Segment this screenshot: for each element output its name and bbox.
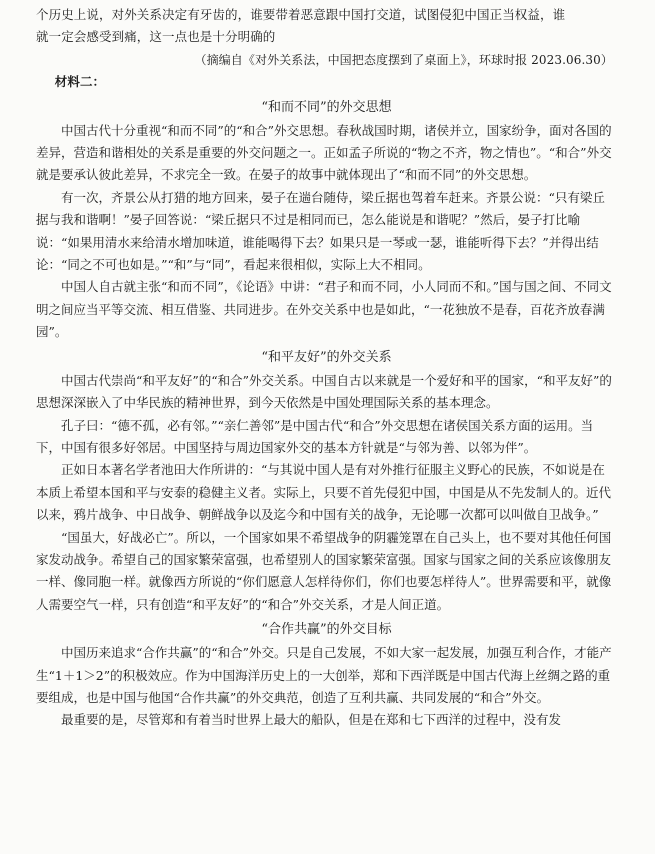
paragraph: 中国人自古就主张“和而不同”，《论语》中讲：“君子和而不同，小人同而不和。”国与国之间、不同文明之间应当平等交流、相互借鉴、共同进步。在外交关系中也是如此，“一花独放不是春，百花齐放春满园”。 (36, 279, 612, 340)
paragraph: 中国古代十分重视“和而不同”的“和合”外交思想。春秋战国时期，诸侯并立，国家纷争，面对各国的差异，营造和谐相处的关系是重要的外交问题之一。正如孟子所说的“物之不齐，物之情也”。“和合”外交就是要承认彼此差异，不求完全一致。在晏子的故事中就体现出了“和而不同”的外交思想。 (36, 122, 612, 183)
paragraph: 中国历来追求“合作共赢”的“和合”外交。只是自己发展，不如大家一起发展，加强互利合作，才能产生“1＋1＞2”的积极效应。作为中国海洋历史上的一大创举，郑和下西洋既是中国古代海上丝绸之路的重要组成，也是中国与他国“合作共赢”的外交典范，创造了互利共赢、共同发展的“和合”外交。 (36, 645, 612, 705)
section-heading: “和平友好”的外交关系 (261, 349, 392, 365)
paragraph: 最重要的是，尽管郑和有着当时世界上最大的船队，但是在郑和七下西洋的过程中，没有发 (61, 712, 562, 728)
material-label: 材料二： (54, 74, 106, 90)
paragraph: 有一次，齐景公从打猎的地方回来，晏子在遄台随侍，梁丘据也驾着车赶来。齐景公说：“只有梁丘据与我和谐啊！”晏子回答说：“梁丘据只不过是相同而已，怎么能说是和谐呢？”然后，晏子打比喻说：“如果用清水来给清水增加味道，谁能喝得下去？如果只是一琴或一瑟，谁能听得下去？”并得出结论：“同之不可也如是。”“和”与“同”，看起来很相似，实际上大不相同。 (36, 189, 605, 273)
intro-line: 个历史上说，对外关系决定有牙齿的，谁要带着恶意跟中国打交道，试图侵犯中国正当权益，谁 (36, 7, 566, 22)
paragraph: 孔子曰：“德不孤，必有邻。”“亲仁善邻”是中国古代“和合”外交思想在诸侯国关系方面的运用。当下，中国有很多好邻居。中国坚持与周边国家外交的基本方针就是“与邻为善、以邻为伴”。 (36, 417, 594, 455)
paragraph: “国虽大，好战必亡”。所以，一个国家如果不希望战争的阴霾笼罩在自己头上，也不要对其他任何国家发动战争。希望自己的国家繁荣富强，也希望别人的国家繁荣富强。国家与国家之间的关系应该像朋友一样、像同胞一样。就像西方所说的“你们愿意人怎样待你们，你们也要怎样待人”。世界需要和平，就像人需要空气一样，只有创造“和平友好”的“和合”外交关系，才是人间正道。 (36, 529, 612, 612)
intro-line: 就一定会感受到痛，这一点也是十分明确的 (36, 29, 276, 45)
source-citation: （摘编自《对外关系法，中国把态度摆到了桌面上》，环球时报 2023.06.30） (194, 52, 613, 67)
paragraph: 中国古代崇尚“和平友好”的“和合”外交关系。中国自古以来就是一个爱好和平的国家，“和平友好”的思想深深嵌入了中华民族的精神世界，到今天依然是中国处理国际关系的基本理念。 (36, 372, 612, 411)
section-heading: “和而不同”的外交思想 (261, 99, 392, 115)
section-heading: “合作共赢”的外交目标 (261, 622, 392, 638)
paragraph: 正如日本著名学者池田大作所讲的：“与其说中国人是有对外推行征服主义野心的民族，不如说是在本质上希望本国和平与安泰的稳健主义者。实际上，只要不首先侵犯中国，中国是从不先发制人的。近代以来，鸦片战争、中日战争、朝鲜战争以及迄今和中国有关的战争，无论哪一次都可以叫做自卫战争。” (36, 462, 612, 523)
